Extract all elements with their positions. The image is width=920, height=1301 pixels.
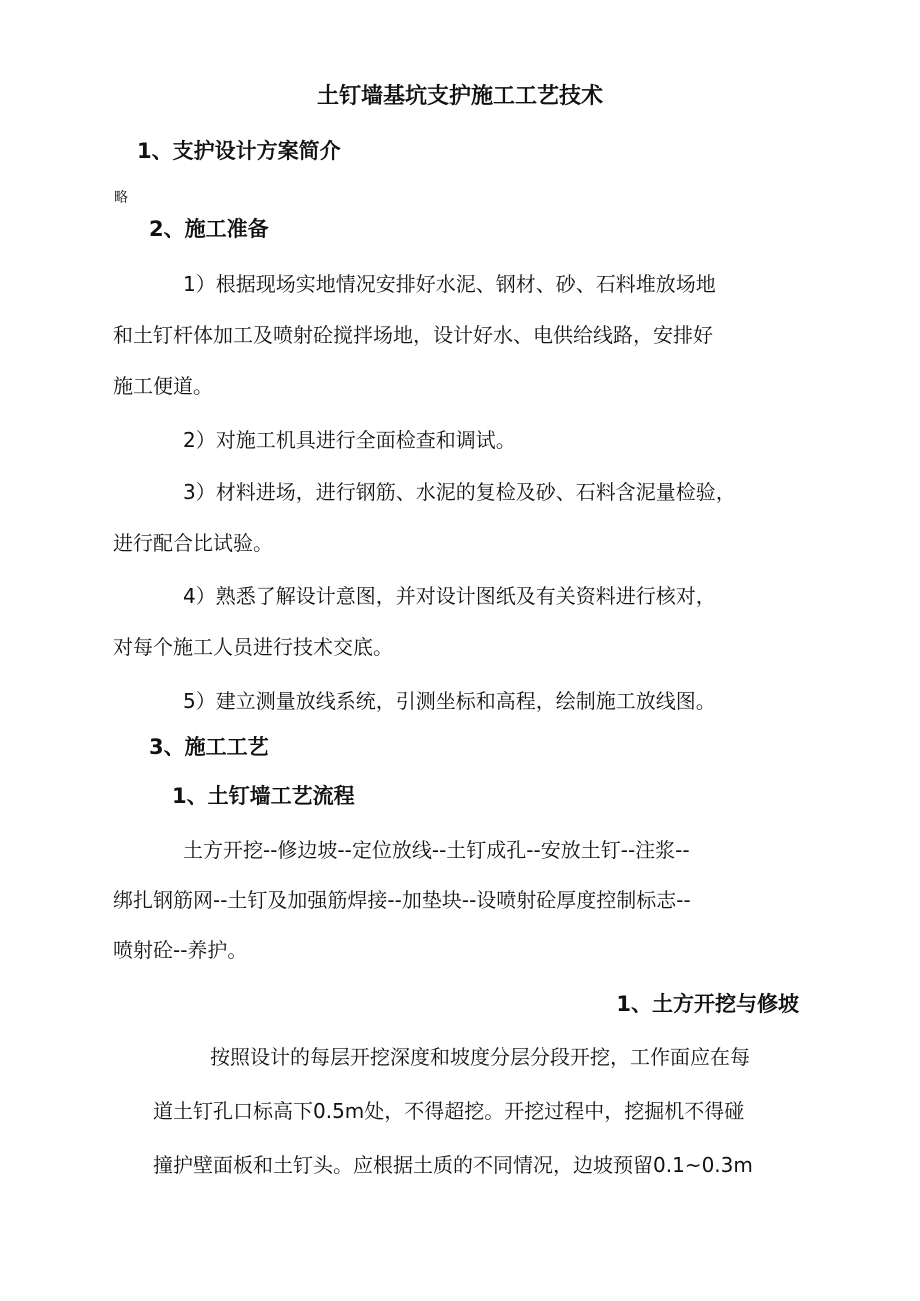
excavation-para-line-2: 道土钉孔口标高下0.5m处，不得超挖。开挖过程中，挖掘机不得碰 (153, 1099, 745, 1123)
section-3-sub-1-heading: 1、土钉墙工艺流程 (172, 784, 355, 808)
prep-item-4-line-1: 4）熟悉了解设计意图，并对设计图纸及有关资料进行核对， (183, 584, 716, 608)
section-1-text: 略 (114, 190, 128, 206)
prep-item-2: 2）对施工机具进行全面检查和调试。 (183, 428, 516, 452)
prep-item-1-line-3: 施工便道。 (113, 374, 213, 398)
prep-item-1-line-1: 1）根据现场实地情况安排好水泥、钢材、砂、石料堆放场地 (183, 272, 716, 296)
prep-item-4-line-2: 对每个施工人员进行技术交底。 (113, 635, 393, 659)
process-flow-line-2: 绑扎钢筋网--土钉及加强筋焊接--加垫块--设喷射砼厚度控制标志-- (113, 888, 691, 912)
excavation-para-line-3: 撞护壁面板和土钉头。应根据土质的不同情况，边坡预留0.1~0.3m (153, 1153, 753, 1177)
process-flow-line-1: 土方开挖--修边坡--定位放线--土钉成孔--安放土钉--注浆-- (183, 838, 690, 862)
document-title: 土钉墙基坑支护施工工艺技术 (316, 84, 603, 109)
process-flow-line-3: 喷射砼--养护。 (113, 938, 248, 962)
excavation-para-line-1: 按照设计的每层开挖深度和坡度分层分段开挖，工作面应在每 (210, 1045, 750, 1069)
prep-item-1-line-2: 和土钉杆体加工及喷射砼搅拌场地，设计好水、电供给线路，安排好 (113, 323, 713, 347)
section-3-heading: 3、施工工艺 (149, 735, 269, 759)
prep-item-3-line-2: 进行配合比试验。 (113, 531, 273, 555)
section-3-sub-2-heading: 1、土方开挖与修坡 (616, 992, 799, 1016)
prep-item-5: 5）建立测量放线系统，引测坐标和高程，绘制施工放线图。 (183, 689, 716, 713)
prep-item-3-line-1: 3）材料进场，进行钢筋、水泥的复检及砂、石料含泥量检验， (183, 480, 736, 504)
section-2-heading: 2、施工准备 (149, 217, 269, 241)
section-1-heading: 1、支护设计方案简介 (137, 139, 341, 163)
